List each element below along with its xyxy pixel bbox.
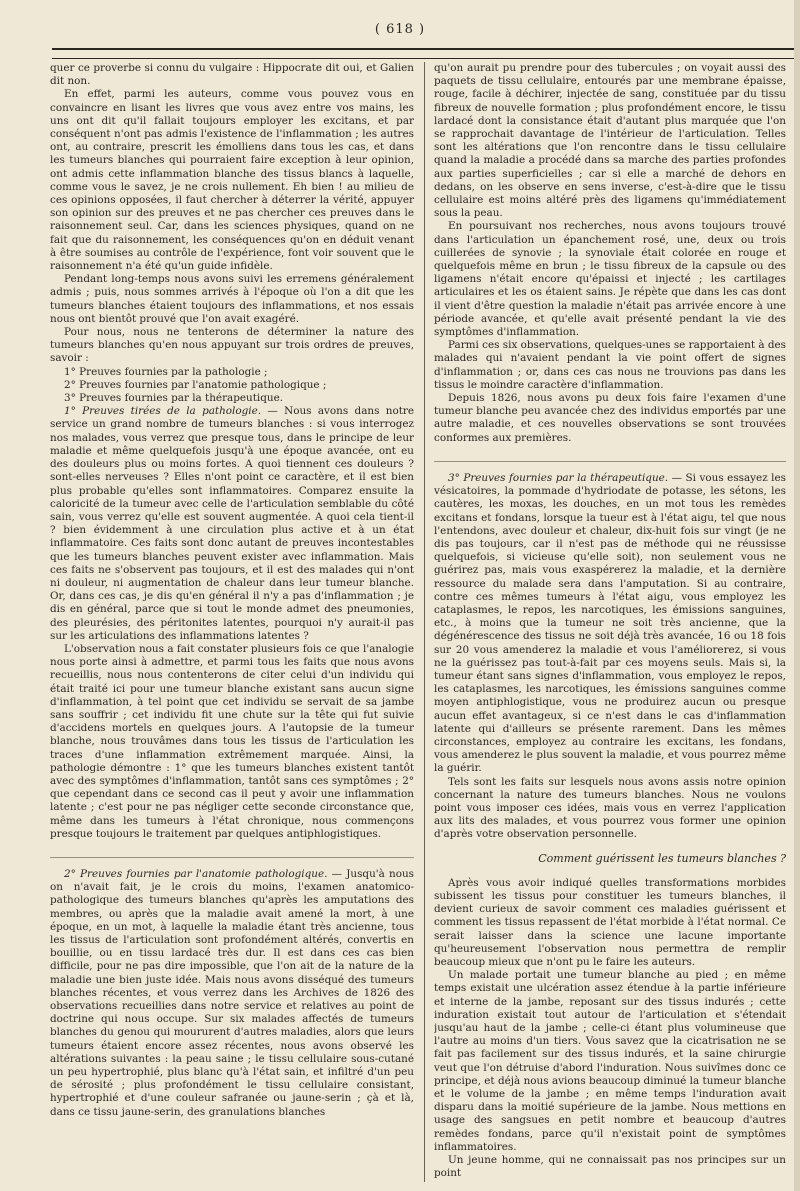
right-column — [434, 62, 786, 1187]
paragraph: En poursuivant nos recherches, nous avons toujours trouvé dans l'articulation un épanchement rosé, une, deux ou trois cuillerées de synovie ; la synoviale était colorée en rouge et quelquefois même en brun ; le tissu fibreux de la capsule ou des ligamens n'était encore qu'épaissi et injecté ; les cartilages articulaires et les os étaient sains. Je répète que dans les cas dont il vient d'être question la maladie n'était pas arrivée encore à une période avancée, et qu'elle avait présenté pendant la vie des symptômes d'inflammation. — [434, 220, 786, 339]
paragraph: Un malade portait une tumeur blanche au pied ; en même temps existait une ulcération assez étendue à la partie inférieure et interne de la jambe, reposant sur des tissus indurés ; cette induration existait tout autour de l'articulation et s'étendait jusqu'au haut de la jambe ; celle-ci étant plus volumineuse que l'autre au moins d'un tiers. Vous savez que la cicatrisation ne se fait pas facilement sur des tissus indurés, et la saine chirurgie veut que l'on détruise d'abord l'induration. Nous suivîmes donc ce principe, et déjà nous avions beaucoup diminué la tumeur blanche et le volume de la jambe ; en même temps l'induration avait disparu dans la moitié supérieure de la jambe. Nous mettions en usage des sangsues en petit nombre et beaucoup d'autres remèdes fondans, parce qu'il n'existait point de symptômes inflammatoires. — [434, 969, 786, 1153]
list-item: 1° Preuves fournies par la pathologie ; — [64, 365, 268, 378]
section-pathologie — [50, 405, 414, 643]
list-item: 2° Preuves fournies par l'anatomie pathologique ; — [64, 378, 327, 391]
section-anatomie — [50, 868, 414, 1119]
paragraph: Pour nous, nous ne tenterons de déterminer la nature des tumeurs blanches qu'en nous appuyant sur trois ordres de preuves, savoir : — [50, 326, 414, 365]
page-edge — [794, 0, 800, 1191]
section-text: — Si vous essayez les vésicatoires, la pommade d'hydriodate de potasse, les sétons, les cautères, les moxas, les douches, en un mot tous les remèdes excitans et fondans, lorsque la tueur est à l'état aigu, tel que nous l'entendons, avec douleur et chaleur, dix-huit fois sur vingt (je ne dis pas toujours, car il n'est pas de méthode qui ne réussisse quelquefois, si vicieuse qu'elle soit), non seulement vous ne guérirez pas, mais vous exaspérerez la maladie, et la dernière ressource du malade sera dans l'amputation. Si au contraire, contre ces mêmes tumeurs à l'état aigu, vous employez les cataplasmes, le repos, les narcotiques, les émissions sanguines, etc., à moins que la tumeur ne soit très ancienne, que la dégénérescence des tissus ne soit déjà très avancée, 16 ou 18 fois sur 20 vous amenderez la maladie et vous l'améliorerez, si vous ne la guérissez pas tout-à-fait par ces moyens seuls. Mais si, la tumeur étant sans signes d'inflammation, vous employez le repos, les cataplasmes, les narcotiques, les émissions sanguines comme moyen antiphlogistique, vous ne produirez aucun ou presque aucun effet avantageux, si ce n'est dans le cas d'inflammation latente qui d'ailleurs se présente rarement. Dans les mêmes circonstances, employez au contraire les excitans, les fondans, vous amenderez le plus souvent la maladie, et vous pourrez même la guérir. — [434, 471, 786, 775]
paragraph: Parmi ces six observations, quelques-unes se rapportaient à des malades qui n'avaient pendant la vie point offert de signes d'inflammation ; or, dans ces cas nous ne trouvions pas dans les tissus le moindre caractère d'inflammation. — [434, 339, 786, 391]
section-separator — [50, 847, 414, 858]
section-therapeutique — [434, 472, 786, 776]
page-number: ( 618 ) — [374, 22, 426, 37]
paragraph: Un jeune homme, qui ne connaissait pas nos principes sur un point — [434, 1154, 786, 1180]
section-text: — Jusqu'à nous on n'avait fait, je le crois du moins, l'examen anatomico-pathologique des tumeurs blanches qu'après les amputations des membres, ou après que la maladie avait amené la mort, à une époque, en un mot, à laquelle la maladie étant très ancienne, tous les tissus de l'articulation sont profondément altérés, convertis en bouillie, ou en tissu lardacé très dur. Il est dans ces cas bien difficile, pour ne pas dire impossible, que l'on ait de la nature de la maladie une bien juste idée. Mais nous avons disséqué des tumeurs blanches récentes, et vous verrez dans les Archives de 1826 des observations recueillies dans notre service et relatives au point de doctrine qui nous occupe. Sur six malades affectés de tumeurs blanches du genou qui moururent d'autres maladies, alors que leurs tumeurs étaient encore assez récentes, nous avons observé les altérations suivantes : la peau saine ; le tissu cellulaire sous-cutané un peu hypertrophié, plus blanc qu'à l'état sain, et infiltré d'un peu de sérosité ; plus profondément le tissu cellulaire consistant, hypertrophié et d'une couleur safranée ou jaune-serin ; çà et là, dans ce tissu jaune-serin, des granulations blanches — [50, 867, 414, 1118]
section-text: — Nous avons dans notre service un grand nombre de tumeurs blanches : si vous interrogez nos malades, vous verrez que presque tous, dans le principe de leur maladie et même quelquefois jusqu'à une époque avancée, ont eu des douleurs plus ou moins fortes. A quoi tiennent ces douleurs ? sont-elles nerveuses ? Elles n'ont point ce caractère, et il est bien plus probable qu'elles sont inflammatoires. Comparez ensuite la caloricité de la tumeur avec celle de l'articulation semblable du côté sain, vous verrez qu'elle est souvent augmentée. A quoi cela tient-il ? bien évidemment à une circulation plus active et à un état inflammatoire. Ces faits sont donc autant de preuves incontestables que les tumeurs blanches peuvent exister avec inflammation. Mais ces faits ne s'observent pas toujours, et il est des malades qui n'ont ni douleur, ni augmentation de chaleur dans leur tumeur blanche. Or, dans ces cas, je dis qu'en général il n'y a pas d'inflammation ; je dis en général, parce que si tout le monde admet des pneumonies, des pleurésies, des péritonites latentes, pourquoi n'y aurait-il pas sur les articulations des inflammations latentes ? — [50, 405, 414, 642]
paragraph: L'observation nous a fait constater plusieurs fois ce que l'analogie nous porte ainsi à admettre, et parmi tous les faits que nous avons recueillis, nous nous contenterons de citer celui d'un individu qui était traité ici pour une tumeur blanche existant sans aucun signe d'inflammation, à tel point que cet individu se servait de sa jambe sans souffrir ; cet individu fit une chute sur la tête qui fut suivie d'accidens mortels en quelques jours. A l'autopsie de la tumeur blanche, nous trouvâmes dans tous les tissus de l'articulation les traces d'une inflammation extrêmement marquée. Ainsi, la pathologie démontre : 1° que les tumeurs blanches existent tantôt avec des symptômes d'inflammation, tantôt sans ces symptômes ; 2° que cependant dans ce second cas il peut y avoir une inflammation latente ; c'est pour ne pas négliger cette seconde circonstance que, même dans les tumeurs à l'état chronique, nous commençons presque toujours le traitement par quelques antiphlogistiques. — [50, 642, 414, 840]
paragraph: Tels sont les faits sur lesquels nous avons assis notre opinion concernant la nature des tumeurs blanches. Nous ne voulons point vous imposer ces idées, mais vous en verrez l'application aux lits des malades, et vous pourrez vous former une opinion d'après votre observation personnelle. — [434, 775, 786, 841]
paragraph: qu'on aurait pu prendre pour des tubercules ; on voyait aussi des paquets de tissu cellulaire, entourés par une membrane épaisse, rouge, facile à déchirer, injectée de sang, constituée par du tissu fibreux de nouvelle formation ; plus profondément encore, le tissu lardacé dont la consistance était d'autant plus marquée que l'on se rapprochait davantage de l'intérieur de l'articulation. Telles sont les altérations que l'on rencontre dans le tissu cellulaire quand la maladie a procédé dans sa marche des parties profondes aux parties superficielles ; car si elle a marché de dehors en dedans, on les observe en sens inverse, c'est-à-dire que le tissu cellulaire est moins altéré près des ligamens qu'immédiatement sous la peau. — [434, 62, 786, 220]
list-item: 3° Preuves fournies par la thérapeutique. — [64, 392, 284, 405]
column-divider — [424, 62, 425, 1182]
paragraph: Après vous avoir indiqué quelles transformations morbides subissent les tissus pour constituer les tumeurs blanches, il devient curieux de savoir comment ces maladies guérissent et comment les tissus repassent de l'état morbide à l'état normal. Ce serait laisser dans la science une lacune importante qu'heureusement l'observation nous permettra de remplir beaucoup mieux que n'ont pu le faire les auteurs. — [434, 876, 786, 968]
section-separator — [434, 451, 786, 462]
paragraph: Depuis 1826, nous avons pu deux fois faire l'examen d'une tumeur blanche peu avancée chez des individus emportés par une autre maladie, et ces nouvelles observations se sont trouvées conformes aux premières. — [434, 392, 786, 444]
section-lead: 3° Preuves fournies par la thérapeutique. — [448, 471, 669, 484]
left-column — [50, 62, 414, 1187]
paragraph: quer ce proverbe si connu du vulgaire : Hippocrate dit oui, et Galien dit non. — [50, 62, 414, 88]
paragraph: Pendant long-temps nous avons suivi les erremens généralement admis ; puis, nous sommes arrivés à l'époque où l'on a dit que les tumeurs blanches étaient toujours des inflammations, et nos essais nous ont bientôt prouvé que l'on avait exagéré. — [50, 273, 414, 325]
section-heading: Comment guérissent les tumeurs blanches ? — [538, 851, 786, 865]
paragraph: En effet, parmi les auteurs, comme vous pouvez vous en convaincre en lisant les livres que vous avez entre vos mains, les uns ont dit qu'il fallait toujours employer les excitans, et par conséquent n'ont pas admis l'existence de l'inflammation ; les autres ont, au contraire, prescrit les émolliens dans tous les cas, et dans les tumeurs blanches qui pourraient faire exception à leur opinion, ont admis cette inflammation blanche des tissus blancs à laquelle, comme vous le savez, je ne crois nullement. Eh bien ! au milieu de ces opinions opposées, il faut chercher à déterrer la vérité, appuyer son opinion sur des preuves et ne pas chercher ces preuves dans le raisonnement seul. Car, dans les sciences physiques, quand on ne fait que du raisonnement, les conséquences qu'on en déduit venant à être soumises au contrôle de l'expérience, font voir souvent que le raisonnement n'a été qu'un guide infidèle. — [50, 88, 414, 273]
section-lead: 1° Preuves tirées de la pathologie. — [64, 405, 262, 418]
section-lead: 2° Preuves fournies par l'anatomie pathologique. — [64, 867, 328, 880]
header-rule — [52, 48, 794, 59]
